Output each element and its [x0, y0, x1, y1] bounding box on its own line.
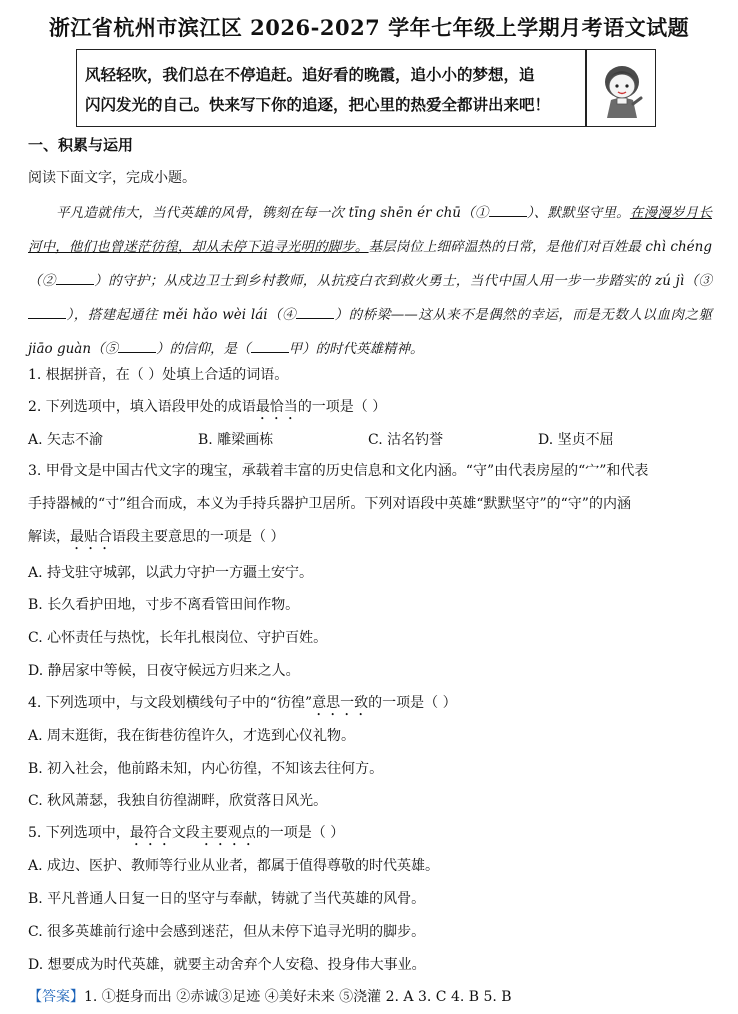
intro-banner: [76, 49, 656, 127]
passage-part-9: 甲）的时代英雄精神。: [288, 341, 424, 357]
banner-line-1: 风轻轻吹，我们总在不停追赶。追好看的晚霞，追小小的梦想，追: [85, 65, 535, 84]
question-4-post: 的一项是（ ）: [368, 695, 457, 711]
q3-option-d[interactable]: D. 静居家中等候，日夜守候远方归来之人。: [28, 663, 300, 679]
blank-4[interactable]: [296, 304, 334, 319]
question-5-emphasis-1: 最符合: [129, 825, 172, 841]
cartoon-child-icon: [593, 56, 651, 120]
banner-divider: [585, 50, 587, 126]
question-5-mid: 文段: [171, 825, 200, 841]
question-5-post: 的一项是（ ）: [255, 825, 345, 841]
passage-part-5: ）的守护；从戍边卫士到乡村教师，从抗疫白衣到救火勇士，当代中国人用一步一步踏实的 zú jì（③: [93, 273, 712, 289]
question-3-pre: 解读，: [28, 529, 70, 545]
passage-part-1: 平凡造就伟大，当代英雄的风骨，镌刻在每一次 tīng shēn ér chū（①: [56, 205, 489, 221]
question-4-pre: 4. 下列选项中，与文段划横线句子中的“彷徨”: [28, 695, 313, 711]
q2-option-d[interactable]: D. 坚贞不屈: [538, 432, 614, 448]
question-2-post: 的一项是（ ）: [297, 399, 387, 415]
passage-part-2: ）、默默坚守里。: [526, 205, 630, 221]
q5-option-a[interactable]: A. 成边、医护、教师等行业从业者，都属于值得尊敬的时代英雄。: [28, 858, 440, 874]
blank-2[interactable]: [56, 270, 94, 285]
question-3-line-3: [28, 521, 712, 554]
question-3-post: 语段主要意思的一项是（ ）: [112, 529, 285, 545]
q3-option-c[interactable]: C. 心怀责任与热忱，长年扎根岗位、守护百姓。: [28, 630, 328, 646]
q5-option-c[interactable]: C. 很多英雄前行途中会感到迷茫，但从未停下追寻光明的脚步。: [28, 924, 426, 940]
question-2-emphasis: 最恰当: [255, 399, 298, 415]
blank-3[interactable]: [28, 304, 66, 319]
answer-tag: 【答案】: [28, 989, 84, 1005]
question-2: [28, 396, 386, 423]
answer-line: [28, 986, 512, 1006]
reading-passage: [28, 196, 712, 366]
question-3: [28, 455, 712, 554]
passage-part-7: ）的桥梁——这从来不是偶然的幸运，而是无数人以血肉之躯 jiāo guàn（⑤: [28, 307, 712, 357]
passage-part-8: ）的信仰，是（: [156, 341, 251, 357]
q5-option-d[interactable]: D. 想要成为时代英雄，就要主动舍弃个人安稳、投身伟大事业。: [28, 957, 426, 973]
q3-option-b[interactable]: B. 长久看护田地，寸步不离看管田间作物。: [28, 597, 300, 613]
q2-option-a[interactable]: A. 矢志不渝: [28, 432, 104, 448]
question-3-line-1: 3. 甲骨文是中国古代文字的瑰宝，承载着丰富的历史信息和文化内涵。“守”由代表房屋的“宀”和代表: [28, 463, 649, 479]
q2-option-b[interactable]: B. 雕梁画栋: [198, 432, 274, 448]
question-4: [28, 692, 457, 719]
q4-option-b[interactable]: B. 初入社会，他前路未知，内心彷徨，不知该去往何方。: [28, 761, 384, 777]
question-3-line-2: 手持器械的“寸”组合而成，本义为手持兵器护卫居所。下列对语段中英雄“默默坚守”的“守”的内涵: [28, 496, 631, 512]
q5-option-b[interactable]: B. 平凡普通人日复一日的坚守与奉献，铸就了当代英雄的风骨。: [28, 891, 426, 907]
instruction-text: 阅读下面文字，完成小题。: [28, 170, 196, 186]
question-3-emphasis: 最贴合: [70, 529, 112, 545]
q3-option-a[interactable]: A. 持戈驻守城郭，以武力守护一方疆土安宁。: [28, 565, 314, 581]
question-5-pre: 5. 下列选项中，: [28, 825, 130, 841]
q2-option-c[interactable]: C. 沽名钓誉: [368, 432, 444, 448]
blank-1[interactable]: [489, 202, 527, 217]
banner-line-2: 闪闪发光的自己。快来写下你的追逐，把心里的热爱全都讲出来吧！: [85, 95, 551, 114]
banner-text: [85, 60, 585, 120]
passage-part-6: ），搭建起通往 měi hǎo wèi lái（④: [66, 307, 297, 323]
question-5: [28, 822, 344, 849]
blank-5[interactable]: [118, 338, 156, 353]
q4-option-c[interactable]: C. 秋风萧瑟，我独自彷徨湖畔，欣赏落日风光。: [28, 793, 328, 809]
question-1: 1. 根据拼音，在（ ）处填上合适的词语。: [28, 367, 289, 383]
section-heading: 一、积累与运用: [28, 136, 134, 154]
answer-text: 1. ①挺身而出 ②赤诚③足迹 ④美好未来 ⑤浇灌 2. A 3. C 4. B 5. B: [84, 989, 512, 1005]
question-5-emphasis-2: 主要观点: [199, 825, 256, 841]
question-4-emphasis: 意思一致: [312, 695, 369, 711]
page-title: 浙江省杭州市滨江区 2026-2027 学年七年级上学期月考语文试题: [48, 15, 690, 40]
question-2-pre: 2. 下列选项中，填入语段甲处的成语: [28, 399, 256, 415]
blank-jia[interactable]: [251, 338, 289, 353]
underlined-sentence: 在漫漫岁月长河中，他们也曾迷茫彷徨，却从未停下追寻光明的脚步。: [28, 205, 712, 255]
q4-option-a[interactable]: A. 周末逛街，我在街巷彷徨许久，才选到心仪礼物。: [28, 728, 356, 744]
passage-part-4: 基层岗位上细碎温热的日常，是他们对百姓最 chì chéng（②: [28, 239, 712, 289]
